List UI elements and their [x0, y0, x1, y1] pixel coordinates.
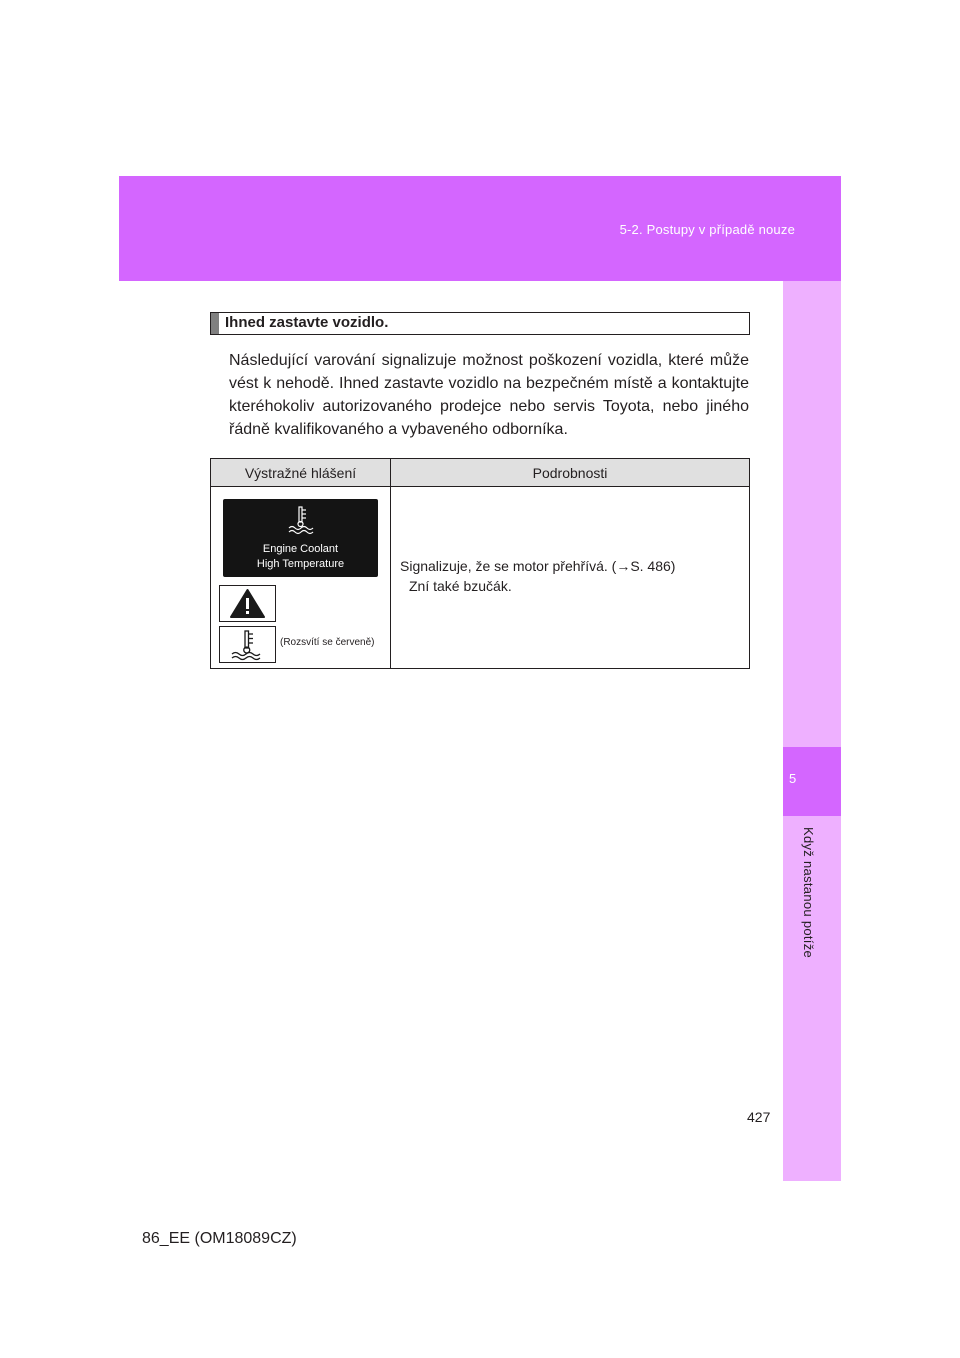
detail-text-line1: Signalizuje, že se motor přehřívá. (→S. 486)	[400, 558, 676, 574]
display-text-line1: Engine Coolant	[262, 543, 339, 555]
section-paragraph: Následující varování signalizuje možnost poškození vozidla, které může vést k nehodě. Ihned zastavte vozidlo na bezpečném místě a kontaktujte kteréhokoliv autorizovaného prodejce nebo servis Toyota, nebo jiného řádně kvalifikovaného a vybaveného odborníka.	[229, 352, 749, 438]
side-chapter-number-block	[783, 747, 841, 816]
master-warning-light	[219, 585, 276, 622]
table-header-details: Podrobnosti	[391, 459, 750, 487]
section-heading-bar	[211, 313, 219, 334]
document-code: 86_EE (OM18089CZ)	[142, 1230, 297, 1247]
chapter-header-band	[119, 176, 841, 281]
chapter-section-title: 5-2. Postupy v případě nouze	[619, 222, 795, 237]
table-row	[211, 487, 750, 669]
section-heading	[210, 312, 750, 335]
multi-info-display	[223, 499, 378, 577]
display-text-line2: High Temperature	[256, 558, 345, 570]
table-header-message: Výstražné hlášení	[211, 459, 391, 487]
side-chapter-label: Když nastanou potíže	[801, 827, 816, 959]
side-chapter-number: 5	[789, 771, 797, 786]
coolant-temperature-icon	[220, 627, 275, 662]
coolant-temperature-light	[219, 626, 276, 663]
table-header-row	[211, 459, 750, 487]
coolant-temperature-icon	[287, 505, 315, 535]
light-color-note: (Rozsvítí se červeně)	[280, 637, 375, 648]
warning-message-cell	[211, 487, 391, 669]
section-title: Ihned zastavte vozidlo.	[225, 314, 389, 331]
warning-table	[210, 458, 750, 669]
page-number: 427	[747, 1109, 771, 1125]
side-chapter-tab	[783, 281, 841, 1181]
warning-details-cell	[391, 487, 750, 669]
warning-triangle-icon	[220, 586, 275, 621]
detail-text-line2: Zní také bzučák.	[409, 578, 512, 594]
